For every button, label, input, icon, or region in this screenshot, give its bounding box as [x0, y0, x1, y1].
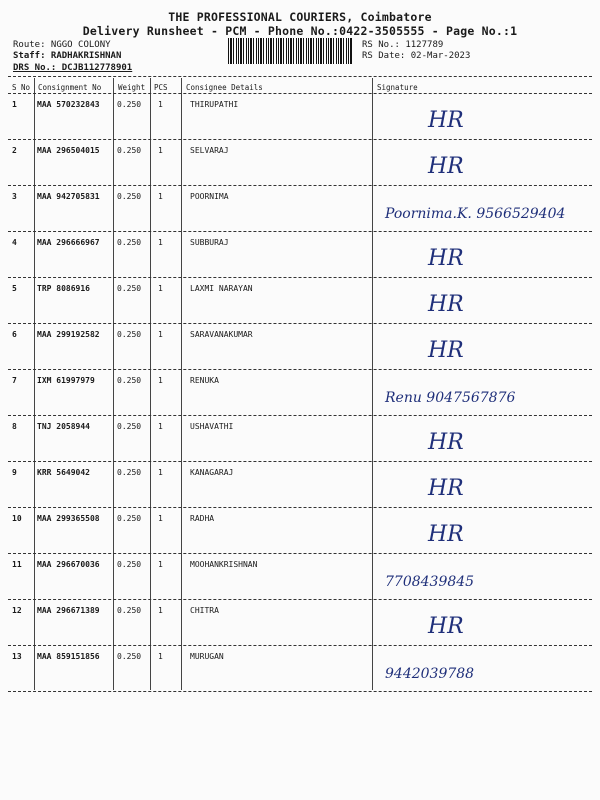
- row-divider: [8, 139, 592, 140]
- row-divider: [8, 231, 592, 232]
- signature: HR: [428, 614, 464, 639]
- row-weight: 0.250: [117, 330, 142, 339]
- row-sno: 1: [12, 100, 17, 109]
- row-consignment: KRR 5649042: [37, 468, 90, 477]
- row-pcs: 1: [158, 100, 163, 109]
- row-pcs: 1: [158, 468, 163, 477]
- header-divider: [8, 76, 592, 77]
- row-consignee: MOOHANKRISHNAN: [190, 560, 258, 569]
- company-title: THE PROFESSIONAL COURIERS, Coimbatore: [168, 10, 432, 24]
- row-pcs: 1: [158, 284, 163, 293]
- col-signature: Signature: [377, 83, 418, 92]
- row-weight: 0.250: [117, 238, 142, 247]
- row-pcs: 1: [158, 330, 163, 339]
- row-consignee: SUBBURAJ: [190, 238, 229, 247]
- row-divider: [8, 461, 592, 462]
- row-divider: [8, 599, 592, 600]
- row-weight: 0.250: [117, 100, 142, 109]
- row-consignee: USHAVATHI: [190, 422, 234, 431]
- row-consignment: MAA 570232843: [37, 100, 100, 109]
- row-weight: 0.250: [117, 468, 142, 477]
- row-consignment: MAA 299192582: [37, 330, 100, 339]
- col-pcs: PCS: [154, 83, 168, 92]
- signature: HR: [428, 108, 464, 133]
- signature: HR: [428, 246, 464, 271]
- row-pcs: 1: [158, 376, 163, 385]
- rs-date: RS Date: 02-Mar-2023: [362, 51, 471, 61]
- row-consignment: MAA 942705831: [37, 192, 100, 201]
- row-consignee: SARAVANAKUMAR: [190, 330, 253, 339]
- row-pcs: 1: [158, 192, 163, 201]
- row-consignee: SELVARAJ: [190, 146, 229, 155]
- route-label: Route: NGGO COLONY: [13, 40, 111, 50]
- row-divider: [8, 185, 592, 186]
- row-sno: 7: [12, 376, 17, 385]
- row-sno: 6: [12, 330, 17, 339]
- row-consignment: MAA 296504015: [37, 146, 100, 155]
- row-divider: [8, 553, 592, 554]
- row-sno: 3: [12, 192, 17, 201]
- row-pcs: 1: [158, 514, 163, 523]
- row-weight: 0.250: [117, 652, 142, 661]
- row-sno: 8: [12, 422, 17, 431]
- row-consignment: TNJ 2058944: [37, 422, 90, 431]
- signature: Poornima.K. 9566529404: [385, 206, 566, 222]
- row-weight: 0.250: [117, 422, 142, 431]
- row-consignee: KANAGARAJ: [190, 468, 234, 477]
- signature: 9442039788: [385, 666, 475, 682]
- row-pcs: 1: [158, 422, 163, 431]
- row-divider: [8, 323, 592, 324]
- row-consignee: POORNIMA: [190, 192, 229, 201]
- row-weight: 0.250: [117, 606, 142, 615]
- row-consignment: IXM 61997979: [37, 376, 95, 385]
- signature: HR: [428, 430, 464, 455]
- row-pcs: 1: [158, 146, 163, 155]
- row-consignee: RADHA: [190, 514, 215, 523]
- col-weight: Weight: [118, 83, 146, 92]
- row-pcs: 1: [158, 238, 163, 247]
- row-pcs: 1: [158, 560, 163, 569]
- signature: 7708439845: [385, 574, 475, 590]
- row-divider: [8, 369, 592, 370]
- col-consignee: Consignee Details: [186, 83, 263, 92]
- row-sno: 10: [12, 514, 22, 523]
- row-sno: 13: [12, 652, 22, 661]
- row-divider: [8, 691, 592, 692]
- drs-number: DRS No.: DCJB112778901: [13, 63, 133, 73]
- signature: HR: [428, 476, 464, 501]
- runsheet-subtitle: Delivery Runsheet - PCM - Phone No.:0422-3505555 - Page No.:1: [82, 24, 518, 38]
- col-consignment: Consignment No: [38, 83, 102, 92]
- row-consignment: TRP 8086916: [37, 284, 90, 293]
- row-sno: 5: [12, 284, 17, 293]
- row-consignment: MAA 296670036: [37, 560, 100, 569]
- signature: HR: [428, 154, 464, 179]
- row-weight: 0.250: [117, 146, 142, 155]
- row-consignee: LAXMI NARAYAN: [190, 284, 253, 293]
- row-consignee: THIRUPATHI: [190, 100, 239, 109]
- staff-label: Staff: RADHAKRISHNAN: [13, 51, 122, 61]
- row-sno: 11: [12, 560, 22, 569]
- row-consignee: RENUKA: [190, 376, 219, 385]
- row-consignment: MAA 859151856: [37, 652, 100, 661]
- row-consignment: MAA 296666967: [37, 238, 100, 247]
- signature: HR: [428, 522, 464, 547]
- row-sno: 12: [12, 606, 22, 615]
- row-pcs: 1: [158, 606, 163, 615]
- row-consignment: MAA 299365508: [37, 514, 100, 523]
- row-divider: [8, 645, 592, 646]
- row-consignment: MAA 296671389: [37, 606, 100, 615]
- row-sno: 2: [12, 146, 17, 155]
- row-weight: 0.250: [117, 192, 142, 201]
- row-consignee: MURUGAN: [190, 652, 224, 661]
- row-divider: [8, 507, 592, 508]
- row-divider: [8, 415, 592, 416]
- row-weight: 0.250: [117, 284, 142, 293]
- col-sno: S No: [12, 83, 31, 92]
- signature: HR: [428, 292, 464, 317]
- barcode: [228, 38, 352, 64]
- row-weight: 0.250: [117, 514, 142, 523]
- row-pcs: 1: [158, 652, 163, 661]
- signature: HR: [428, 338, 464, 363]
- row-divider: [8, 277, 592, 278]
- rs-number: RS No.: 1127789: [362, 40, 444, 50]
- row-sno: 4: [12, 238, 17, 247]
- signature: Renu 9047567876: [385, 390, 516, 406]
- row-weight: 0.250: [117, 376, 142, 385]
- column-header-divider: [8, 93, 592, 94]
- row-sno: 9: [12, 468, 17, 477]
- row-consignee: CHITRA: [190, 606, 219, 615]
- row-weight: 0.250: [117, 560, 142, 569]
